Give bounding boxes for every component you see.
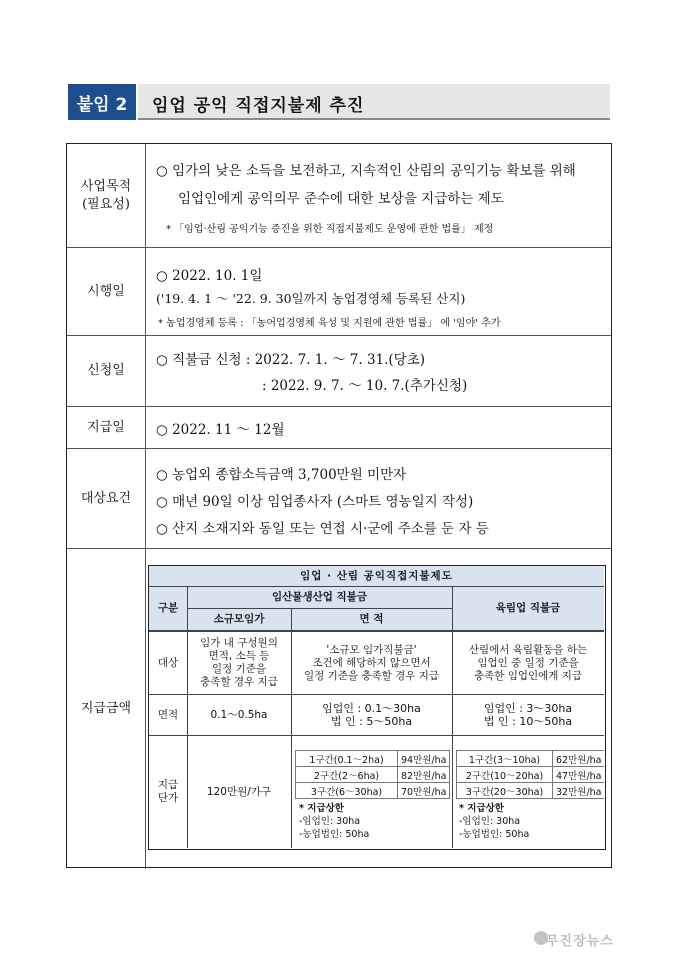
tier-row xyxy=(296,751,449,767)
tier-row xyxy=(457,767,604,783)
area-forestry xyxy=(452,695,604,735)
content-effective xyxy=(146,248,611,335)
target-area-2: 조건에 해당하지 않으면서 xyxy=(312,656,431,669)
label-purpose-2: (필요성) xyxy=(82,196,130,212)
header-area: 면 적 xyxy=(359,612,384,625)
tier-area-1-label: 1구간(0.1～2ha) xyxy=(309,755,384,766)
target-forestry-3: 충족한 임업인에게 지급 xyxy=(473,669,583,682)
cap-forestry-1: -임업인: 30ha xyxy=(459,816,521,827)
tier-row xyxy=(457,751,604,767)
target-small-2: 면적, 소득 등 xyxy=(208,650,270,662)
content-purpose xyxy=(146,144,611,247)
application-line-2: : 2022. 9. 7. ～ 10. 7.(추가신청) xyxy=(262,378,468,394)
label-purpose xyxy=(67,144,146,247)
purpose-line-1: ○ 임가의 낮은 소득을 보전하고, 지속적인 산림의 공익기능 확보를 위해 xyxy=(156,163,576,179)
row-purpose xyxy=(67,144,611,247)
target-forestry-1: 산림에서 육림활동을 하는 xyxy=(468,643,588,656)
unit-small-scale: 120만원/가구 xyxy=(206,785,272,798)
row-label-target: 대상 xyxy=(157,656,179,669)
target-small-scale xyxy=(187,632,291,694)
cap-forestry xyxy=(459,802,529,841)
target-area-1: '소규모 임가직불금' xyxy=(326,643,417,656)
target-area-3: 일정 기준을 충족할 경우 지급 xyxy=(303,669,440,682)
row-label-unit-2: 단가 xyxy=(157,792,179,804)
header-forestry: 육림업 직불금 xyxy=(495,601,561,614)
label-effective xyxy=(67,248,146,335)
eligibility-line-1: ○ 농업외 종합소득금액 3,700만원 미만자 xyxy=(156,467,407,483)
row-eligibility xyxy=(67,448,611,548)
cap-area-1: -임업인: 30ha xyxy=(299,816,361,827)
cap-area-2: -농업법인: 50ha xyxy=(299,829,370,840)
label-purpose-1: 사업목적 xyxy=(80,178,132,194)
application-line-1: ○ 직불금 신청 : 2022. 7. 1. ～ 7. 31.(당초) xyxy=(156,352,426,368)
row-label-unit xyxy=(149,736,187,848)
content-payday xyxy=(146,407,611,448)
target-forestry xyxy=(452,632,604,694)
tier-area-1-price: 94만원/ha xyxy=(397,751,451,767)
label-eligibility xyxy=(67,449,146,548)
tiers-forestry xyxy=(456,750,604,799)
target-forestry-2: 임업인 중 일정 기준을 xyxy=(477,656,579,669)
row-effective xyxy=(67,247,611,335)
purpose-note: * 「임업·산림 공익기능 증진을 위한 직접지불제도 운영에 관한 법률」 제정 xyxy=(166,224,494,235)
label-payday-text: 지급일 xyxy=(87,419,125,435)
area-small-scale: 0.1～0.5ha xyxy=(210,708,268,721)
tier-row xyxy=(296,783,449,799)
label-application-text: 신청일 xyxy=(87,363,125,378)
tier-area-3-label: 3구간(6～30ha) xyxy=(310,787,383,798)
tier-area-2-label: 2구간(2～6ha) xyxy=(313,771,380,782)
content-eligibility xyxy=(146,449,611,548)
effective-line-1: ○ 2022. 10. 1일 xyxy=(156,268,263,284)
tier-forestry-3-price: 32만원/ha xyxy=(552,783,605,799)
tier-row xyxy=(296,767,449,783)
label-eligibility-text: 대상요건 xyxy=(80,490,132,506)
row-label-area: 면적 xyxy=(157,708,179,721)
effective-line-2: ('19. 4. 1 ～ '22. 9. 30일까지 농업경영체 등록된 산지) xyxy=(156,291,466,306)
target-small-4: 충족할 경우 지급 xyxy=(200,676,278,688)
header-small-scale: 소규모임가 xyxy=(213,612,265,625)
label-amount-text: 지급금액 xyxy=(80,701,132,716)
grid-line xyxy=(187,608,452,609)
label-application xyxy=(67,336,146,406)
tier-forestry-1-label: 1구간(3～10ha) xyxy=(468,755,541,766)
cap-area xyxy=(299,802,369,841)
eligibility-line-2: ○ 매년 90일 이상 임업종사자 (스마트 영농일지 작성) xyxy=(156,494,474,510)
row-label-unit-1: 지급 xyxy=(157,779,179,791)
tier-forestry-2-price: 47만원/ha xyxy=(552,767,605,783)
tier-forestry-1-price: 62만원/ha xyxy=(552,751,605,767)
row-application xyxy=(67,335,611,406)
header-forest-products: 임산물생산업 직불금 xyxy=(272,590,367,603)
cap-area-title: * 지급상한 xyxy=(299,803,344,814)
tier-area-3-price: 70만원/ha xyxy=(397,783,451,799)
cap-forestry-2: -농업법인: 50ha xyxy=(459,829,530,840)
label-payday xyxy=(67,407,146,448)
title-bar xyxy=(138,84,610,120)
area-forestry-1: 임업인 : 3～30ha xyxy=(483,702,573,715)
tier-row xyxy=(457,783,604,799)
payment-table xyxy=(148,565,606,850)
target-area xyxy=(291,632,452,694)
label-amount xyxy=(67,549,146,869)
target-small-1: 임가 내 구성원의 xyxy=(200,637,278,649)
area-forestry-2: 법 인 : 10～50ha xyxy=(483,715,573,728)
area-area-1: 임업인 : 0.1～30ha xyxy=(322,702,421,715)
content-application xyxy=(146,336,611,406)
tiers-area xyxy=(295,750,450,799)
area-area xyxy=(291,695,452,735)
attachment-badge: 붙임 2 xyxy=(68,84,136,120)
eligibility-line-3: ○ 산지 소재지와 동일 또는 연접 시·군에 주소를 둔 자 등 xyxy=(156,521,489,537)
tier-forestry-3-label: 3구간(20～30ha) xyxy=(465,787,544,798)
grid-line xyxy=(149,586,604,587)
area-area-2: 법 인 : 5～50ha xyxy=(330,715,413,728)
payment-table-title: 임업 · 산림 공익직접지불제도 xyxy=(300,569,453,582)
tier-forestry-2-label: 2구간(10～20ha) xyxy=(465,771,544,782)
page-title: 임업 공익 직접지불제 추진 xyxy=(152,96,365,116)
target-small-3: 일정 기준을 xyxy=(211,663,267,675)
header-gubun: 구분 xyxy=(157,601,179,614)
effective-note: * 농업경영체 등록 : 「농어업경영체 육성 및 지원에 관한 법률」 에 '임야' 추가 xyxy=(158,318,501,329)
watermark: 무진장뉴스 xyxy=(546,934,614,949)
cap-forestry-title: * 지급상한 xyxy=(459,803,504,814)
tier-area-2-price: 82만원/ha xyxy=(397,767,451,783)
row-payday xyxy=(67,406,611,448)
purpose-line-2: 임업인에게 공익의무 준수에 대한 보상을 지급하는 제도 xyxy=(178,191,504,207)
label-effective-text: 시행일 xyxy=(87,283,125,299)
payday-line-1: ○ 2022. 11 ～ 12월 xyxy=(156,422,285,438)
